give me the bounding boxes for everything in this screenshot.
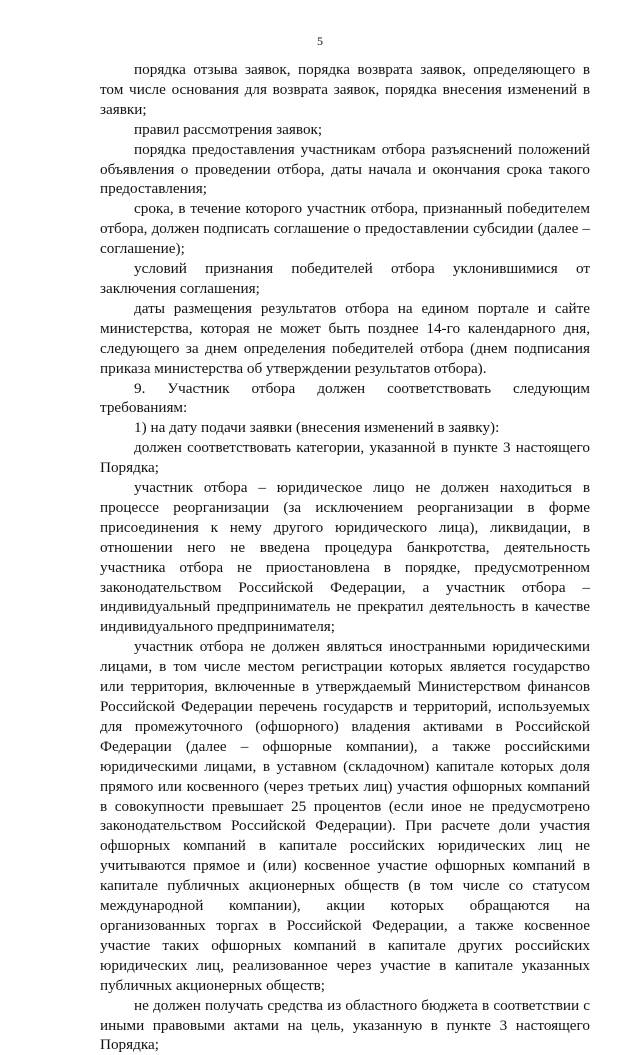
paragraph: порядка предоставления участникам отбора разъяснений положений объявления о проведении отбора, даты начала и окончания срока такого предоставления; xyxy=(100,140,590,198)
paragraph: условий признания победителей отбора уклонившимися от заключения соглашения; xyxy=(100,260,590,297)
paragraph: 9. Участник отбора должен соответствовать следующим требованиям: xyxy=(100,379,590,417)
paragraph: не должен получать средства из областного бюджета в соответствии с иными правовыми актами на цель, указанную в пункте 3 настоящего Порядка; xyxy=(100,996,590,1054)
paragraph: должен соответствовать категории, указанной в пункте 3 настоящего Порядка; xyxy=(100,439,590,477)
page-number: 5 xyxy=(317,34,323,48)
paragraph: 1) на дату подачи заявки (внесения изменений в заявку): xyxy=(134,419,500,437)
paragraph: участник отбора – юридическое лицо не должен находиться в процессе реорганизации (за исключением реорганизации в форме присоединения к нему другого юридического лица), ликвидации, в отношении него не введена процедура банкротства, деятельность участника отбора не приостановлена в порядке, предусмотренном законодательством Российской Федерации, а участник отбора – индивидуальный предприниматель не прекратил деятельность в качестве индивидуального предпринимателя; xyxy=(100,479,590,636)
document-body xyxy=(100,60,590,1055)
paragraph: порядка отзыва заявок, порядка возврата заявок, определяющего в том числе основания для возврата заявок, порядка внесения изменений в заявки; xyxy=(100,61,590,118)
paragraph: срока, в течение которого участник отбора, признанный победителем отбора, должен подписать соглашение о предоставлении субсидии (далее – соглашение); xyxy=(100,200,590,258)
paragraph: даты размещения результатов отбора на едином портале и сайте министерства, которая не может быть позднее 14-го календарного дня, следующего за днем определения победителей отбора (днем подписания приказа министерства об утверждении результатов отбора). xyxy=(100,299,590,377)
paragraph: правил рассмотрения заявок; xyxy=(134,120,323,138)
paragraph: участник отбора не должен являться иностранными юридическими лицами, в том числе местом регистрации которых является государство или территория, включенные в утверждаемый Министерством финансов Российской Федерации перечень государств и территорий, используемых для промежуточного (офшорного) владения активами в Российской Федерации (далее – офшорные компании), а также российскими юридическими лицами, в уставном (складочном) капитале которых доля прямого или косвенного (через третьих лиц) участия офшорных компаний в совокупности превышает 25 процентов (если иное не предусмотрено законодательством Российской Федерации). При расчете доли участия офшорных компаний в капитале российских юридических лиц не учитываются прямое и (или) косвенное участие офшорных компаний в капитале публичных акционерных обществ (в том числе со статусом международной компании), акции которых обращаются на организованных торгах в Российской Федерации, а также косвенное участие таких офшорных компаний в капитале других российских юридических лиц, реализованное через участие в капитале указанных публичных акционерных обществ; xyxy=(100,638,590,994)
